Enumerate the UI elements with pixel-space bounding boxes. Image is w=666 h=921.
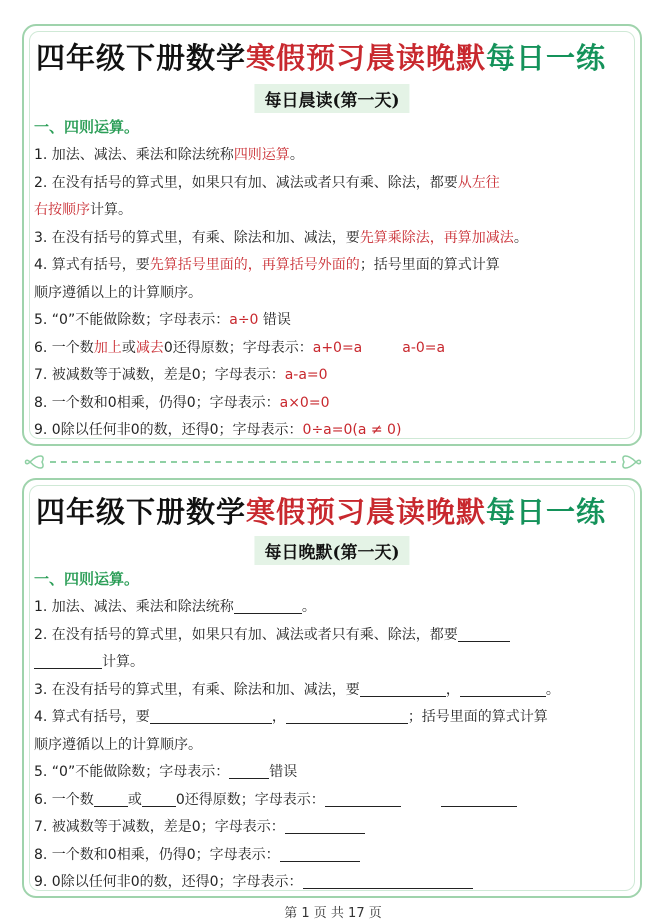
evening-subtitle: 每日晚默(第一天)	[254, 536, 409, 565]
answer-blank[interactable]	[280, 845, 360, 862]
answer-blank[interactable]	[441, 790, 517, 807]
answer-blank[interactable]	[34, 652, 102, 669]
blank-line-2: 2. 在没有括号的算式里，如果只有加、减法或者只有乘、除法，都要	[34, 622, 632, 650]
rule-line-7: 7. 被减数等于减数，差是0；字母表示：a-a=0	[34, 367, 328, 383]
morning-reading-card	[22, 24, 642, 446]
answer-blank[interactable]	[94, 790, 128, 807]
blank-line-4-cont: 顺序遵循以上的计算顺序。	[34, 736, 202, 753]
answer-blank[interactable]	[325, 790, 401, 807]
dashed-divider	[24, 452, 642, 472]
answer-blank[interactable]	[142, 790, 176, 807]
blank-line-7: 7. 被减数等于减数，差是0；字母表示：	[34, 814, 632, 842]
rule-line-4: 4. 算式有括号，要先算括号里面的，再算括号外面的；括号里面的算式计算	[34, 257, 500, 273]
blank-line-8: 8. 一个数和0相乘，仍得0；字母表示：	[34, 842, 632, 870]
answer-blank[interactable]	[285, 817, 365, 834]
rule-line-9: 9. 0除以任何非0的数，还得0；字母表示：0÷a=0(a ≠ 0)	[34, 422, 402, 438]
blank-line-5: 5. “0”不能做除数；字母表示： 错误	[34, 764, 298, 780]
blank-line-6: 6. 一个数 或 0还得原数；字母表示：	[34, 787, 632, 815]
title-part-grade: 四年级下册数学	[36, 41, 247, 75]
morning-lines	[34, 142, 632, 445]
title-part-theme: 寒假预习晨读晚默	[246, 495, 487, 529]
rule-line-2-cont: 右按顺序计算。	[34, 202, 132, 218]
section-heading: 一、四则运算。	[34, 570, 140, 588]
rule-line-5: 5. “0”不能做除数；字母表示：a÷0 错误	[34, 312, 291, 328]
page-title-repeat	[36, 490, 636, 531]
evening-dictation-card	[22, 478, 642, 898]
answer-blank[interactable]	[150, 707, 272, 724]
section-heading: 一、四则运算。	[34, 118, 140, 136]
page-title	[36, 36, 636, 77]
answer-blank[interactable]	[460, 680, 546, 697]
blank-line-2-cont: 计算。	[34, 649, 632, 677]
title-part-theme: 寒假预习晨读晚默	[246, 41, 487, 75]
answer-blank[interactable]	[286, 707, 408, 724]
rule-line-3: 3. 在没有括号的算式里，有乘、除法和加、减法，要先算乘除法，再算加减法。	[34, 229, 528, 246]
answer-blank[interactable]	[458, 625, 510, 642]
answer-blank[interactable]	[360, 680, 446, 697]
title-part-daily: 每日一练	[486, 41, 607, 75]
rule-line-8: 8. 一个数和0相乘，仍得0；字母表示：a×0=0	[34, 394, 330, 411]
rule-line-2: 2. 在没有括号的算式里，如果只有加、减法或者只有乘、除法，都要从左往	[34, 174, 500, 191]
title-part-grade: 四年级下册数学	[36, 495, 247, 529]
morning-subtitle: 每日晨读(第一天)	[254, 84, 409, 113]
answer-blank[interactable]	[229, 762, 269, 779]
rule-line-4-cont: 顺序遵循以上的计算顺序。	[34, 284, 202, 301]
answer-blank[interactable]	[234, 597, 302, 614]
rule-line-6: 6. 一个数加上或减去0还得原数；字母表示：a+0=a a-0=a	[34, 339, 446, 356]
page-number-footer: 第 1 页 共 17 页	[284, 906, 382, 921]
blank-line-3: 3. 在没有括号的算式里，有乘、除法和加、减法，要 ， 。	[34, 681, 560, 698]
blank-line-4: 4. 算式有括号，要 ， ；括号里面的算式计算	[34, 709, 548, 725]
blank-line-9: 9. 0除以任何非0的数，还得0；字母表示：	[34, 869, 632, 897]
answer-blank[interactable]	[303, 872, 473, 889]
blank-line-1: 1. 加法、减法、乘法和除法统称 。	[34, 599, 316, 615]
title-part-daily: 每日一练	[486, 495, 607, 529]
evening-lines	[34, 594, 632, 897]
rule-line-1: 1. 加法、减法、乘法和除法统称四则运算。	[34, 147, 304, 163]
